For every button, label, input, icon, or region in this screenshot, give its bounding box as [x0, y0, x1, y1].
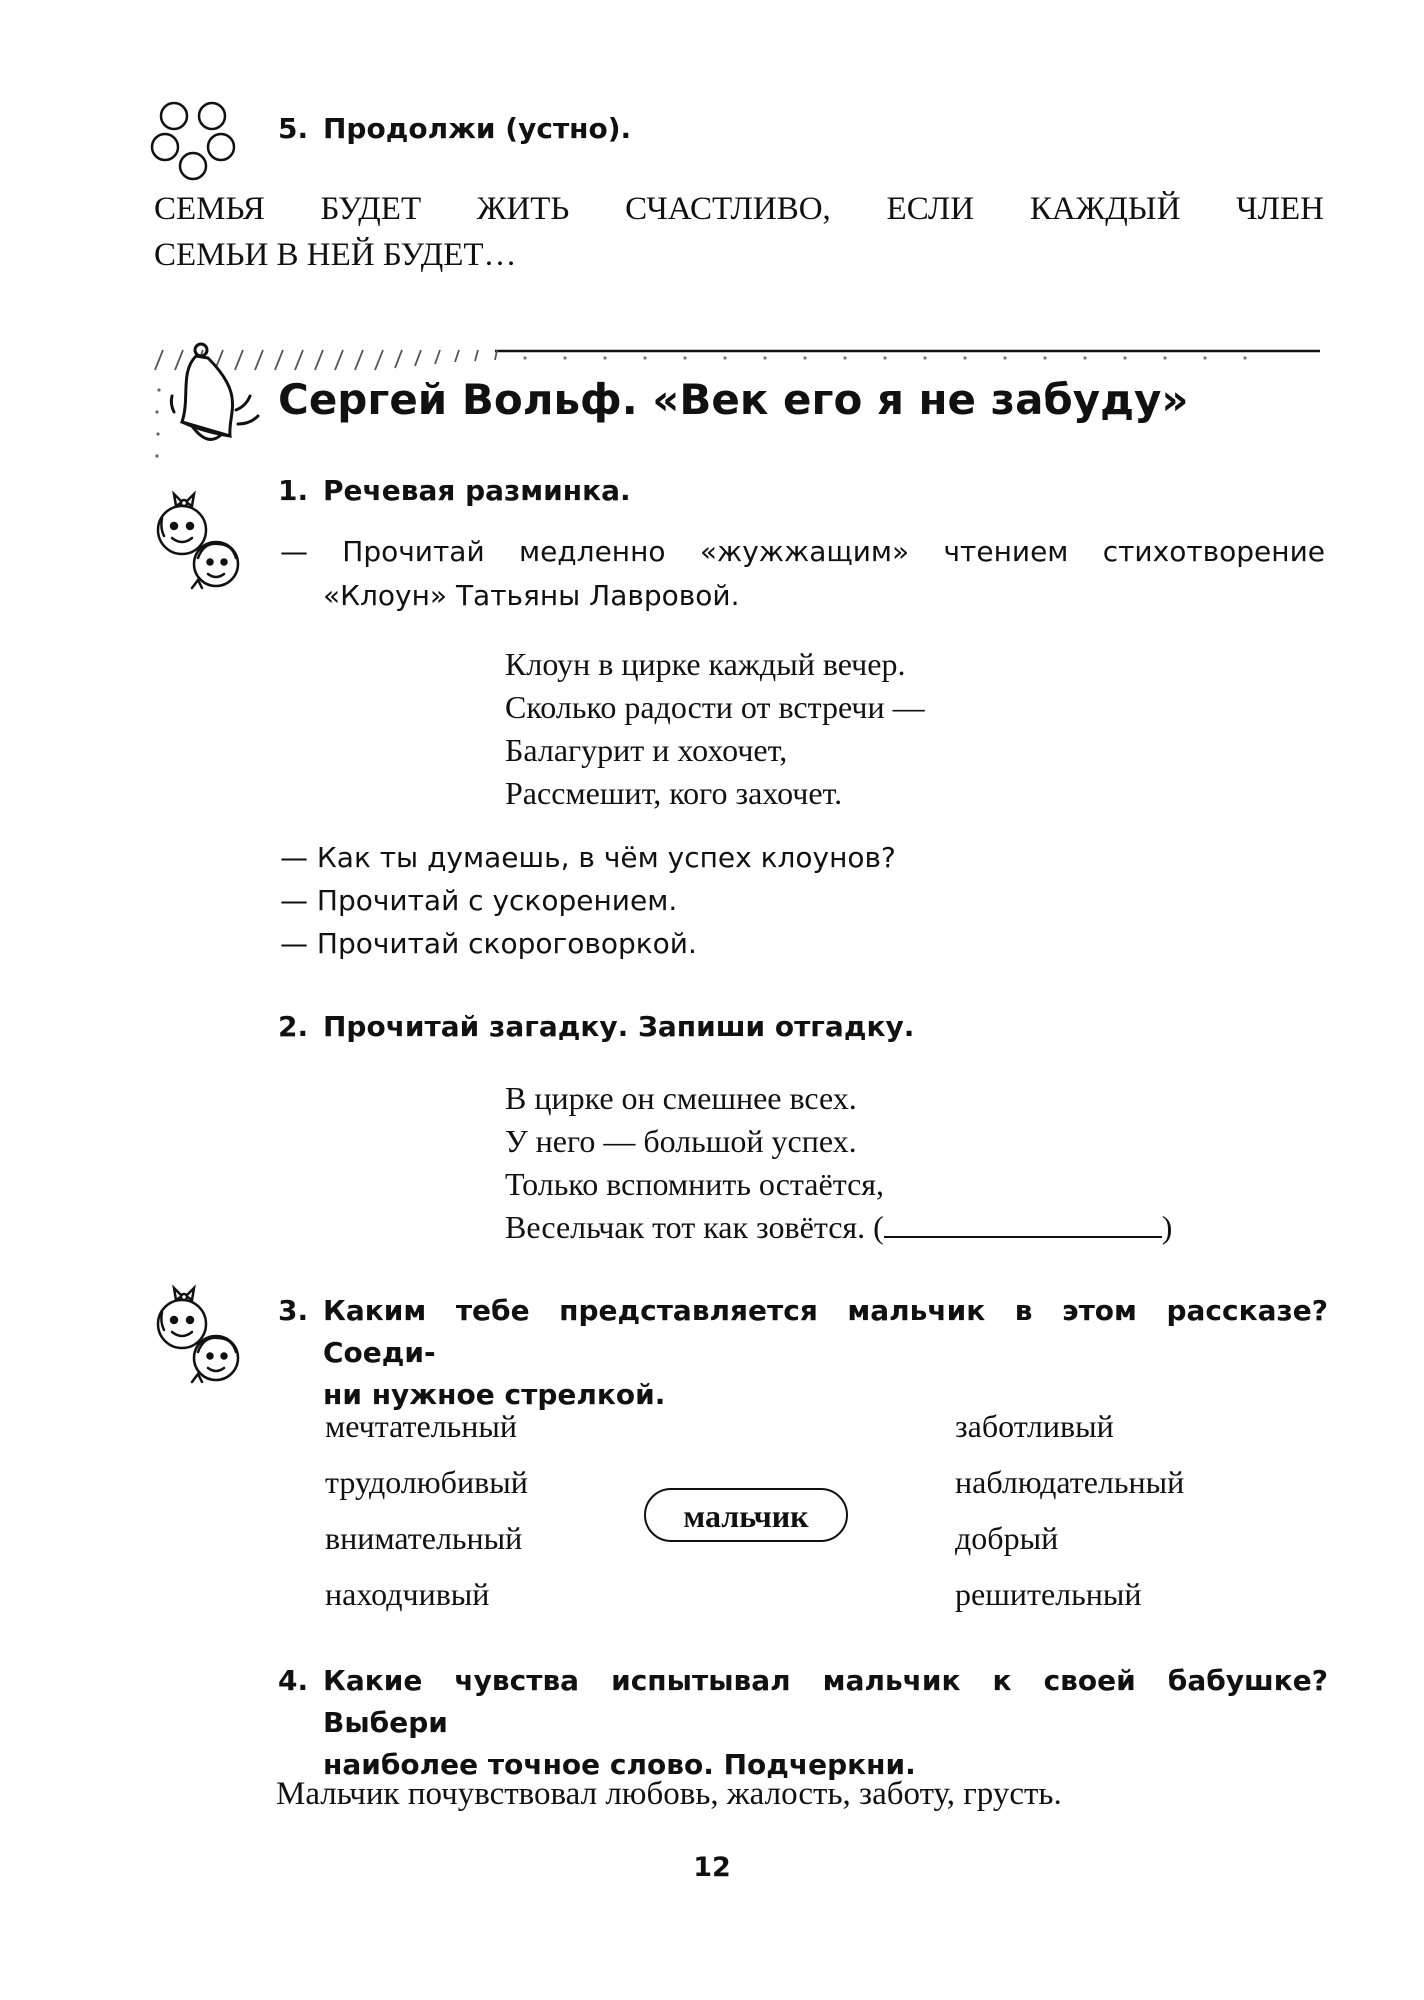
page-number: 12 [693, 1852, 731, 1883]
riddle-line: У него — большой успех. [505, 1123, 857, 1159]
task-4-number: 4. [278, 1664, 309, 1697]
flower-icon [150, 96, 240, 182]
word-option: наблюдательный [955, 1464, 1185, 1500]
poem-line: Клоун в цирке каждый вечер. [505, 646, 906, 682]
bell-icon [168, 340, 278, 450]
task-1-instruction-line1: — Прочитай медленно «жужжащим» чтением стихотворение [280, 535, 1325, 568]
children-icon [152, 1282, 252, 1392]
task-3-number: 3. [278, 1294, 309, 1327]
task-1-questions [280, 836, 896, 965]
task-4-sentence: Мальчик почувствовал любовь, жалость, заботу, грусть. [276, 1776, 1062, 1812]
word-option: трудолюбивый [325, 1464, 528, 1500]
lesson-title: Сергей Вольф. «Век его я не забуду» [278, 375, 1189, 424]
poem-line: Балагурит и хохочет, [505, 732, 788, 768]
children-icon [152, 488, 252, 598]
question-line: — Прочитай скороговоркой. [280, 927, 697, 960]
word-option: находчивый [325, 1576, 490, 1612]
task-4-title-line1-wrap [278, 1660, 1328, 1744]
riddle-line: В цирке он смешнее всех. [505, 1080, 857, 1116]
question-line: — Прочитай с ускорением. [280, 884, 678, 917]
task-2-riddle [505, 1077, 1172, 1249]
question-line: — Как ты думаешь, в чём успех клоунов? [280, 841, 896, 874]
task-1-title-text: Речевая разминка. [323, 474, 631, 507]
task-1-number: 1. [278, 474, 309, 507]
task-5-number: 5. [278, 112, 309, 145]
task-2-number: 2. [278, 1010, 309, 1043]
task-5-text-line1: СЕМЬЯ БУДЕТ ЖИТЬ СЧАСТЛИВО, ЕСЛИ КАЖДЫЙ ЧЛЕН [154, 191, 1324, 227]
answer-blank[interactable] [884, 1206, 1162, 1238]
word-option: мечтательный [325, 1408, 517, 1444]
riddle-line: Только вспомнить остаётся, [505, 1166, 884, 1202]
task-5-title [278, 108, 631, 150]
riddle-last-text: Весельчак тот как зовётся. ( [505, 1209, 884, 1245]
word-option: решительный [955, 1576, 1142, 1612]
center-word-box: мальчик [644, 1488, 848, 1542]
task-3-title-line1-wrap [278, 1290, 1328, 1374]
poem-line: Рассмешит, кого захочет. [505, 775, 843, 811]
word-option: заботливый [955, 1408, 1114, 1444]
task-3-title-line1: Каким тебе представляется мальчик в этом рассказе? Соеди- [323, 1294, 1328, 1369]
task-4-title-line2: наиболее точное слово. Подчеркни. [323, 1748, 916, 1781]
answer-close-paren: ) [1161, 1209, 1173, 1245]
task-5-text-line2: СЕМЬИ В НЕЙ БУДЕТ… [154, 237, 517, 273]
task-4-title [278, 1660, 1328, 1786]
word-option: внимательный [325, 1520, 523, 1556]
word-option: добрый [955, 1520, 1059, 1556]
task-1-title [278, 470, 631, 512]
task-1-poem [505, 643, 925, 815]
right-words [955, 1398, 1184, 1622]
task-4-title-line1: Какие чувства испытывал мальчик к своей бабушке? Выбери [323, 1664, 1328, 1739]
task-5-title-text: Продолжи (устно). [323, 112, 632, 145]
task-2-title [278, 1006, 914, 1048]
task-1-instruction-line2: «Клоун» Татьяны Лавровой. [323, 579, 740, 612]
poem-line: Сколько радости от встречи — [505, 689, 925, 725]
left-words [325, 1398, 528, 1622]
riddle-line-last [505, 1206, 1172, 1249]
task-3-title-line2: ни нужное стрелкой. [323, 1378, 666, 1411]
task-2-title-text: Прочитай загадку. Запиши отгадку. [323, 1010, 915, 1043]
